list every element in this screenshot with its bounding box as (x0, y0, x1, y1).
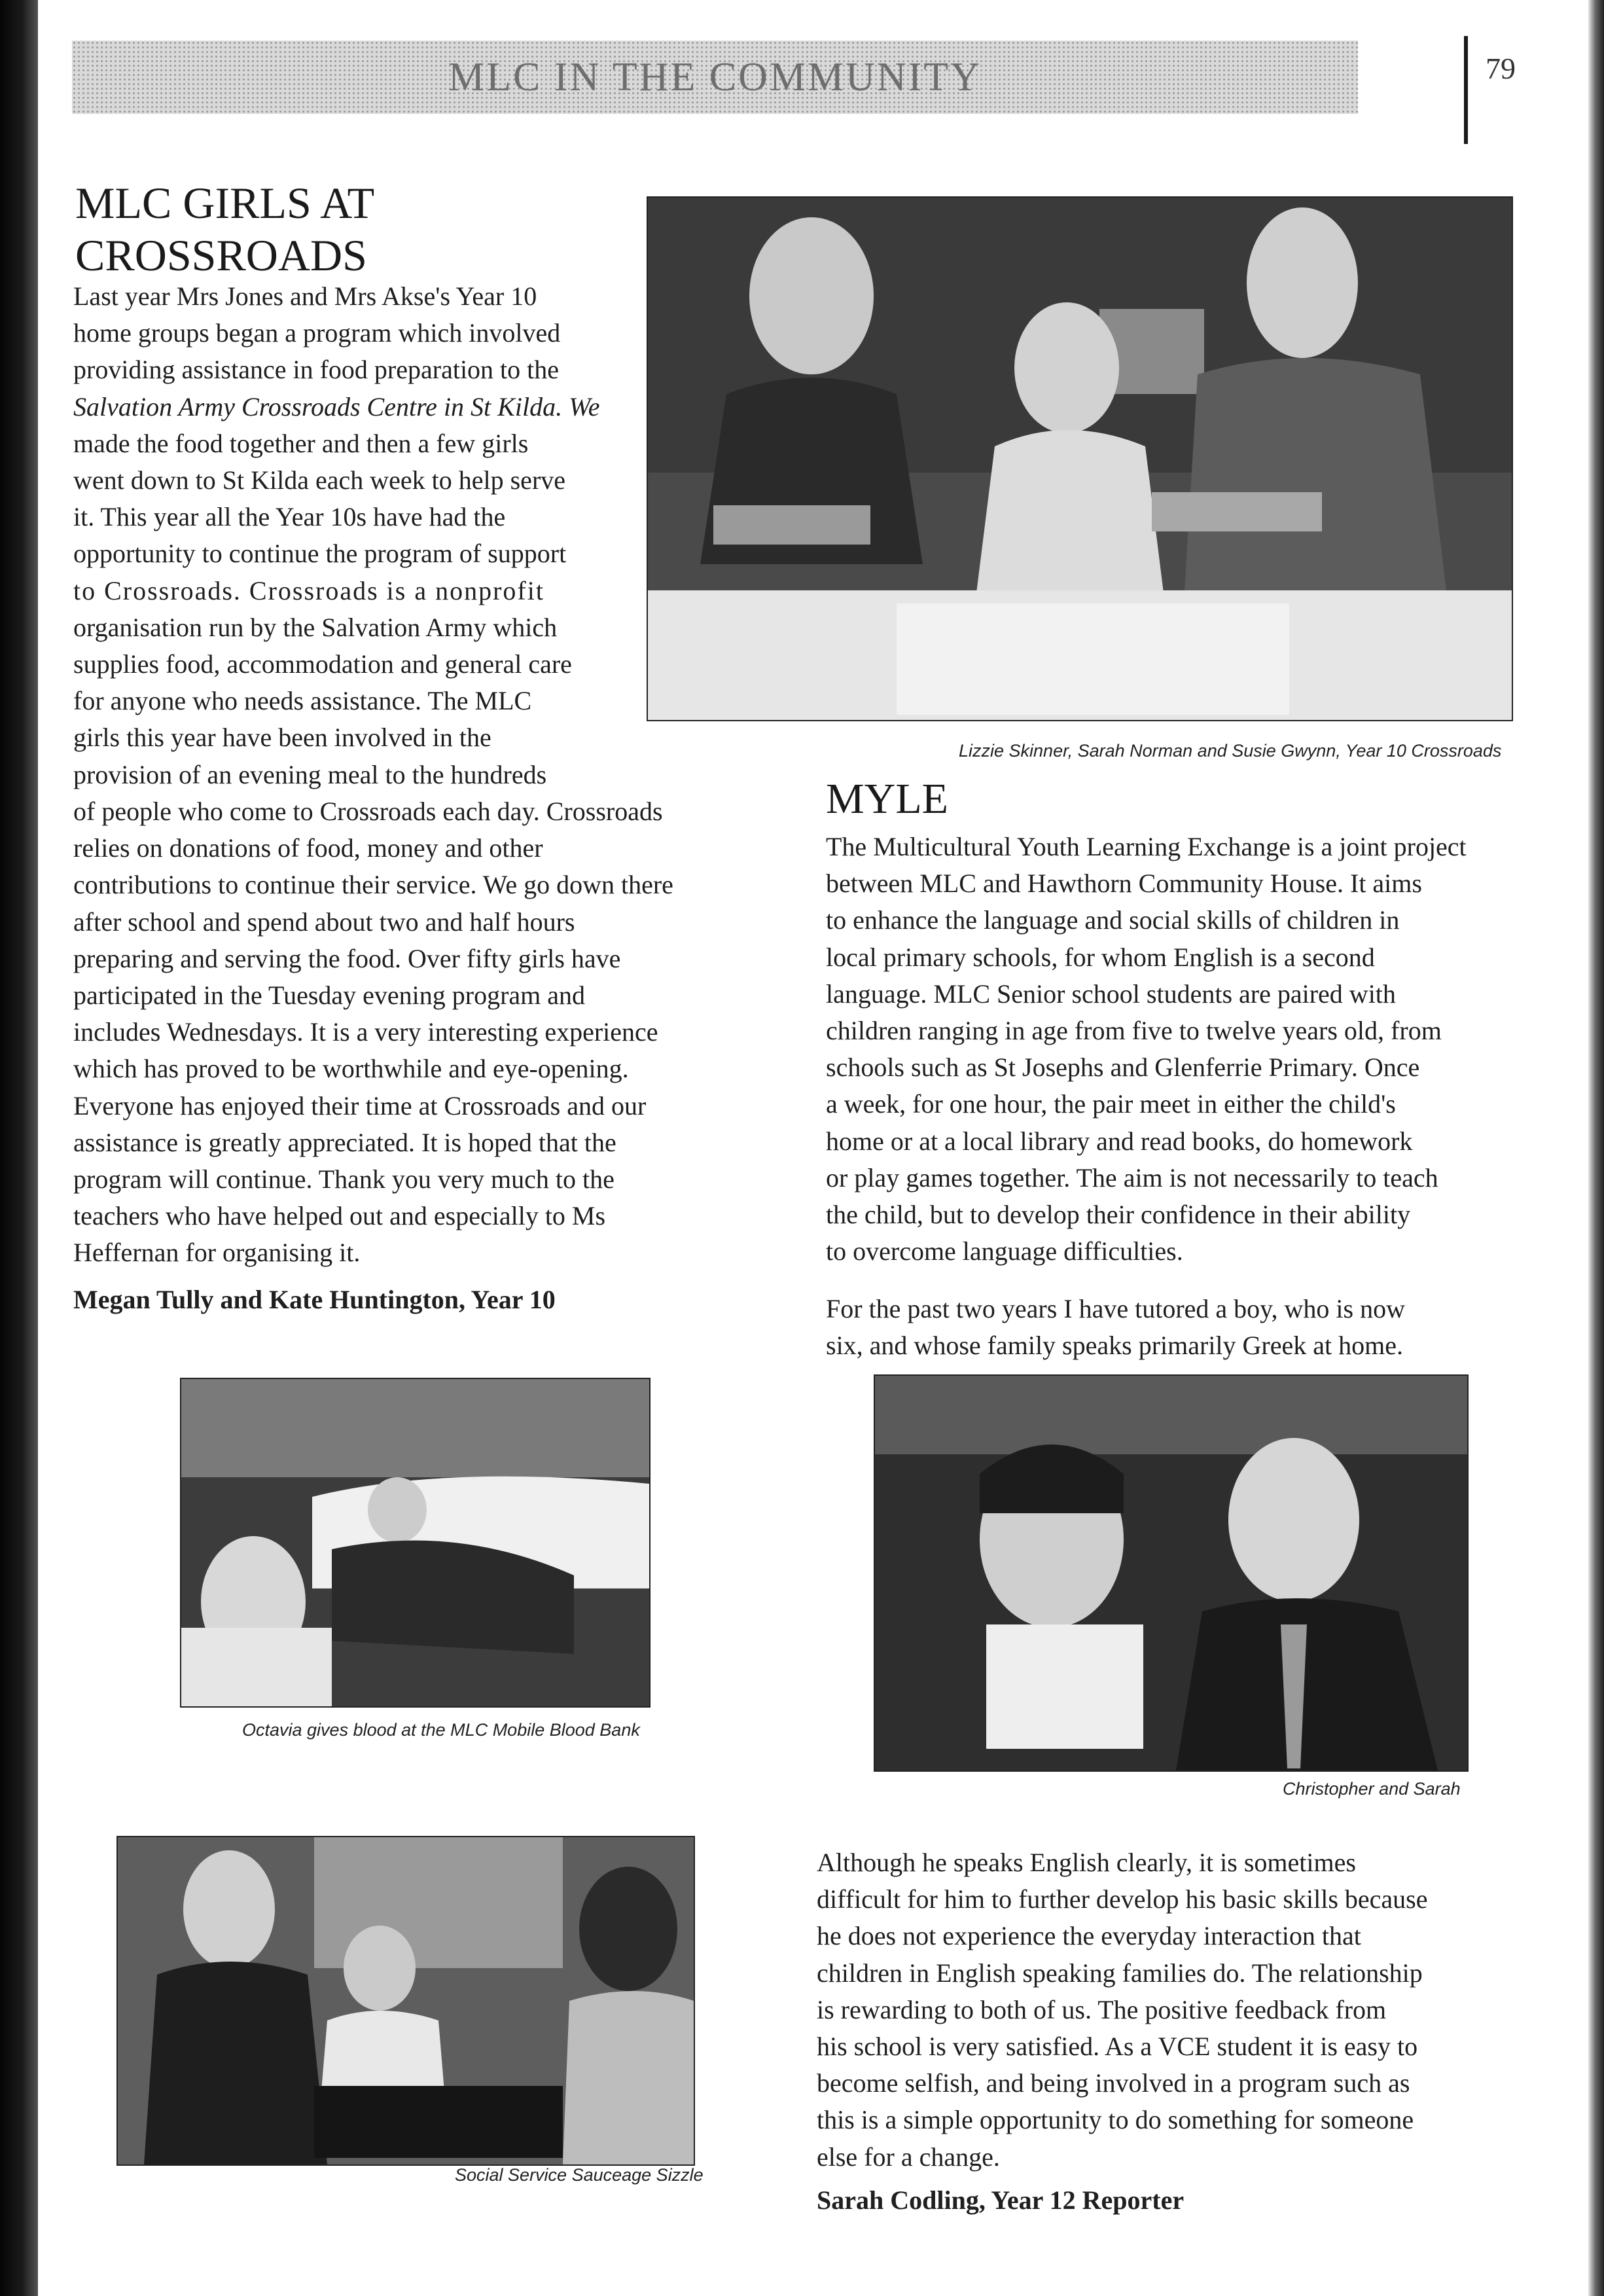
crossroads-heading (75, 177, 651, 281)
body-line: includes Wednesdays. It is a very interesting experience (73, 1017, 658, 1047)
tutoring-photo (874, 1374, 1469, 1772)
body-line: Heffernan for organising it. (73, 1238, 361, 1268)
body-line: home or at a local library and read books, do homework (826, 1126, 1413, 1156)
body-line: girls this year have been involved in the (73, 723, 491, 753)
crossroads-photo (647, 196, 1513, 721)
myle-byline: Sarah Codling, Year 12 Reporter (817, 2185, 1185, 2215)
body-line: assistance is greatly appreciated. It is hoped that the (73, 1127, 616, 1157)
page-edge (1588, 0, 1604, 2296)
body-line: difficult for him to further develop his basic skills because (817, 1884, 1428, 1914)
body-line: went down to St Kilda each week to help serve (73, 465, 566, 495)
body-line: schools such as St Josephs and Glenferrie Primary. Once (826, 1052, 1420, 1083)
body-line: providing assistance in food preparation to the (73, 355, 560, 385)
body-line: his school is very satisfied. As a VCE student it is easy to (817, 2032, 1418, 2062)
body-line: Salvation Army Crossroads Centre in St Kilda. We (73, 391, 600, 422)
body-line: supplies food, accommodation and general care (73, 649, 572, 679)
sizzle-photo-image (118, 1837, 694, 2164)
body-line: else for a change. (817, 2142, 1000, 2172)
blood-bank-photo-image (181, 1379, 649, 1706)
blood-bank-photo (180, 1378, 651, 1708)
body-line: For the past two years I have tutored a boy, who is now (826, 1294, 1405, 1323)
crossroads-photo-image (648, 198, 1512, 720)
section-header (72, 41, 1358, 114)
myle-paragraph-2 (826, 1291, 1503, 1364)
crossroads-byline: Megan Tully and Kate Huntington, Year 10 (73, 1285, 556, 1314)
body-line: Everyone has enjoyed their time at Crossroads and our (73, 1090, 647, 1121)
body-line: after school and spend about two and half hours (73, 906, 575, 937)
body-line: children ranging in age from five to twelve years old, from (826, 1016, 1442, 1046)
body-line: six, and whose family speaks primarily Greek at home. (826, 1331, 1403, 1361)
body-line: children in English speaking families do. The relationship (817, 1958, 1423, 1988)
body-line: is rewarding to both of us. The positive feedback from (817, 1994, 1387, 2024)
body-line: which has proved to be worthwhile and eye-opening. (73, 1054, 629, 1084)
body-line: to enhance the language and social skills of children in (826, 905, 1400, 935)
blood-bank-photo-caption: Octavia gives blood at the MLC Mobile Blood Bank (242, 1720, 640, 1740)
crossroads-body-bottom (73, 793, 747, 1272)
myle-paragraph-1 (826, 829, 1503, 1270)
body-line: for anyone who needs assistance. The MLC (73, 686, 532, 716)
body-line: it. This year all the Year 10s have had the (73, 502, 506, 532)
crossroads-body-top (73, 278, 626, 793)
body-line: the child, but to develop their confidence in their ability (826, 1200, 1411, 1230)
body-line: contributions to continue their service. We go down there (73, 870, 673, 900)
tutoring-photo-image (875, 1376, 1467, 1770)
body-line: preparing and serving the food. Over fifty girls have (73, 943, 621, 973)
body-line: language. MLC Senior school students are paired with (826, 978, 1396, 1009)
body-line: Last year Mrs Jones and Mrs Akse's Year 10 (73, 281, 537, 311)
body-line: Although he speaks English clearly, it is sometimes (817, 1848, 1356, 1877)
body-line: or play games together. The aim is not necessarily to teach (826, 1162, 1438, 1193)
body-line: between MLC and Hawthorn Community House. It aims (826, 869, 1422, 899)
body-line: The Multicultural Youth Learning Exchange is a joint project (826, 832, 1467, 861)
body-line: relies on donations of food, money and other (73, 833, 543, 863)
crossroads-heading-line: MLC GIRLS AT (75, 178, 375, 228)
myle-heading: MYLE (826, 775, 948, 823)
tutoring-photo-caption: Christopher and Sarah (1283, 1779, 1461, 1799)
body-line: local primary schools, for whom English is a second (826, 942, 1375, 972)
body-line: opportunity to continue the program of support (73, 539, 567, 569)
body-line: made the food together and then a few girls (73, 428, 529, 458)
body-line: participated in the Tuesday evening program and (73, 980, 586, 1011)
body-line: to overcome language difficulties. (826, 1236, 1183, 1266)
body-line: a week, for one hour, the pair meet in either the child's (826, 1089, 1396, 1119)
body-line: he does not experience the everyday interaction that (817, 1921, 1361, 1951)
section-title: MLC IN THE COMMUNITY (448, 54, 982, 99)
page-number-rule (1464, 36, 1468, 144)
body-line: to Crossroads. Crossroads is a nonprofit (73, 575, 544, 605)
body-line: of people who come to Crossroads each day. Crossroads (73, 797, 663, 826)
crossroads-heading-line: CROSSROADS (75, 230, 367, 281)
page-number: 79 (1486, 52, 1516, 85)
sizzle-photo-caption: Social Service Sauceage Sizzle (455, 2165, 704, 2185)
body-line: become selfish, and being involved in a program such as (817, 2068, 1410, 2098)
body-line: organisation run by the Salvation Army which (73, 612, 558, 642)
crossroads-photo-caption: Lizzie Skinner, Sarah Norman and Susie Gwynn, Year 10 Crossroads (959, 741, 1502, 761)
sizzle-photo (116, 1836, 695, 2166)
binding-gutter (0, 0, 38, 2296)
myle-paragraph-3 (817, 1844, 1494, 2176)
body-line: program will continue. Thank you very much to the (73, 1164, 615, 1194)
body-line: home groups began a program which involved (73, 318, 561, 348)
body-line: teachers who have helped out and especially to Ms (73, 1201, 606, 1231)
body-line: provision of an evening meal to the hundreds (73, 759, 547, 789)
body-line: this is a simple opportunity to do something for someone (817, 2105, 1414, 2135)
